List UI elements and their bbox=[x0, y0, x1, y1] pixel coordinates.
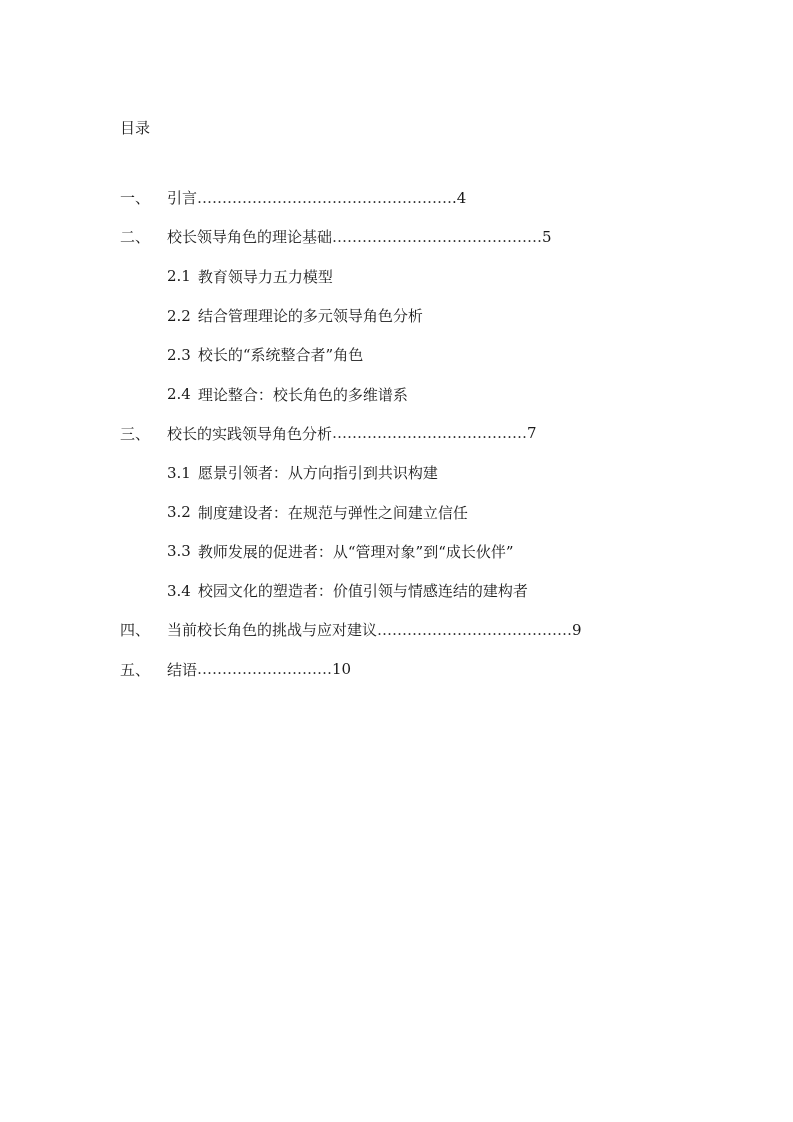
toc-leader-dots: …………………………………………… bbox=[197, 188, 453, 207]
toc-entry-title: 当前校长角色的挑战与应对建议 bbox=[167, 621, 378, 640]
toc-subentry[interactable] bbox=[120, 532, 680, 571]
toc-section-number: 3.3 bbox=[167, 542, 191, 561]
toc-subentry-title: 制度建设者：在规范与弹性之间建立信任 bbox=[197, 503, 468, 522]
toc-entry[interactable] bbox=[120, 178, 680, 217]
toc-entry-title: 结语 bbox=[167, 660, 198, 679]
toc-entry-number: 一、 bbox=[120, 189, 151, 208]
toc-entry-number: 四、 bbox=[120, 621, 151, 640]
toc-subentry[interactable] bbox=[120, 257, 680, 296]
toc-leader-dots: ……………………… bbox=[197, 660, 333, 679]
toc-section-number: 3.4 bbox=[167, 581, 191, 600]
toc-subentry[interactable] bbox=[120, 571, 680, 610]
toc-title: 目录 bbox=[120, 119, 151, 137]
toc-entry[interactable] bbox=[120, 217, 680, 256]
toc-section-number: 3.1 bbox=[167, 463, 191, 482]
toc-entry[interactable] bbox=[120, 650, 680, 689]
toc-entry-number: 二、 bbox=[120, 228, 151, 247]
toc-page-number: 10 bbox=[332, 660, 352, 679]
toc-subentry[interactable] bbox=[120, 374, 680, 413]
toc-entry-title: 校长的实践领导角色分析 bbox=[167, 424, 333, 443]
toc-section-number: 2.2 bbox=[167, 306, 191, 325]
toc-entry[interactable] bbox=[120, 610, 680, 649]
toc-section-number: 2.3 bbox=[167, 345, 191, 364]
toc-entry[interactable] bbox=[120, 414, 680, 453]
toc-entry-title: 引言 bbox=[167, 189, 198, 208]
toc-section-number: 2.1 bbox=[167, 267, 191, 286]
toc-leader-dots: …………………………………… bbox=[332, 227, 543, 246]
toc-subentry[interactable] bbox=[120, 296, 680, 335]
toc-entry-number: 五、 bbox=[120, 660, 151, 679]
toc-entry-number: 三、 bbox=[120, 424, 151, 443]
toc-section-number: 3.2 bbox=[167, 503, 191, 522]
toc-subentry-title: 结合管理理论的多元领导角色分析 bbox=[197, 307, 423, 326]
toc-section-number: 2.4 bbox=[167, 385, 191, 404]
toc-subentry[interactable] bbox=[120, 492, 680, 531]
toc-subentry-title: 校园文化的塑造者：价值引领与情感连结的建构者 bbox=[197, 582, 528, 601]
toc-page-number: 5 bbox=[542, 227, 552, 246]
toc-entry-title: 校长领导角色的理论基础 bbox=[167, 228, 333, 247]
toc-subentry[interactable] bbox=[120, 453, 680, 492]
toc-page-number: 9 bbox=[572, 620, 582, 639]
toc-subentry[interactable] bbox=[120, 335, 680, 374]
toc-leader-dots: ………………………………… bbox=[377, 620, 573, 639]
toc-subentry-title: 教育领导力五力模型 bbox=[197, 267, 333, 286]
toc-page-number: 7 bbox=[527, 424, 537, 443]
toc-page-number: .4 bbox=[452, 188, 467, 207]
toc-subentry-title: 理论整合：校长角色的多维谱系 bbox=[197, 385, 408, 404]
toc-list bbox=[120, 178, 680, 689]
toc-subentry-title: 校长的“系统整合者”角色 bbox=[197, 346, 364, 365]
toc-leader-dots: ………………………………… bbox=[332, 424, 528, 443]
toc-subentry-title: 教师发展的促进者：从“管理对象”到“成长伙伴” bbox=[197, 542, 514, 561]
toc-subentry-title: 愿景引领者：从方向指引到共识构建 bbox=[197, 464, 438, 483]
